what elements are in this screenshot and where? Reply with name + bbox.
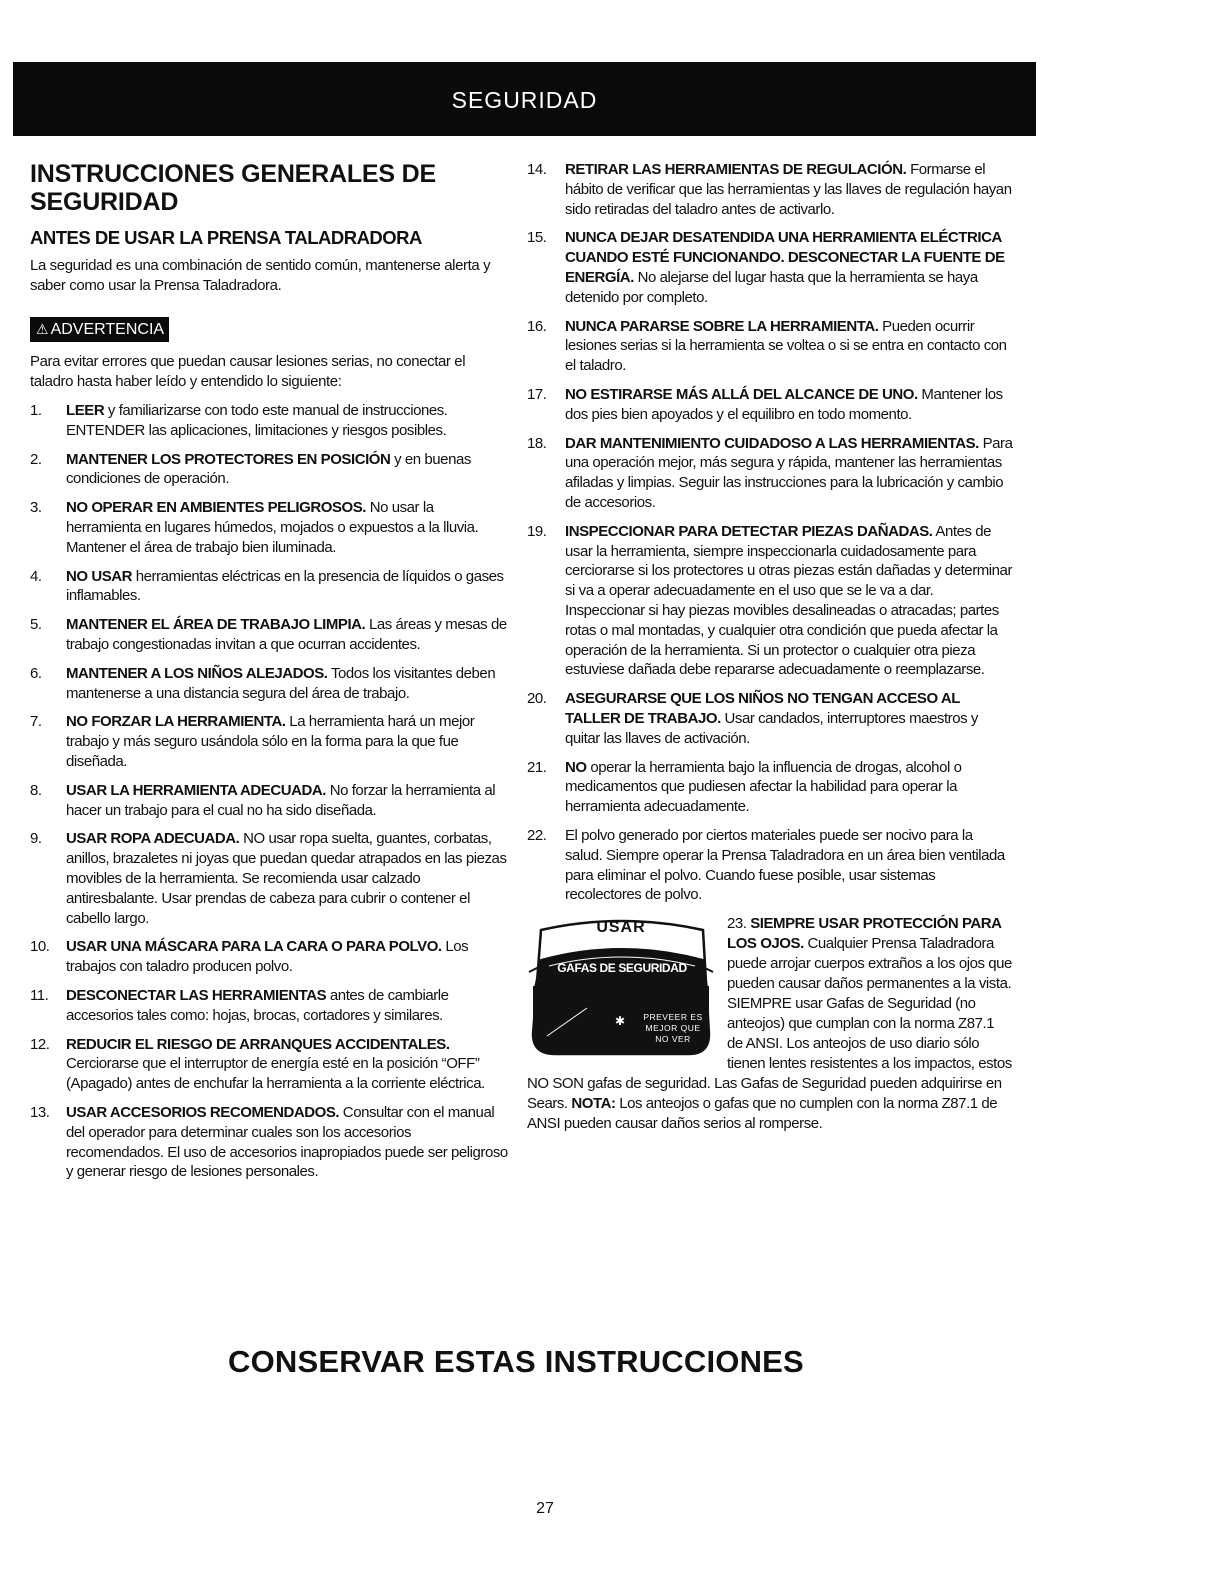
list-item bbox=[30, 937, 508, 977]
item-text: Cerciorarse que el interruptor de energía esté en la posición “OFF” (Apagado) antes de enchufar la herramienta a la corriente eléctrica. bbox=[66, 1055, 485, 1093]
item-number: 5. bbox=[30, 616, 42, 634]
item-text: Para una operación mejor, más segura y rápida, mantener las herramientas afiladas y limpias. Seguir las instrucciones para la lubricación y cambio de accesorios. bbox=[565, 434, 1013, 511]
main-title: INSTRUCCIONES GENERALES DE SEGURIDAD bbox=[30, 160, 436, 216]
item-text: La herramienta hará un mejor trabajo y más seguro usándola sólo en la forma para la que fue diseñada. bbox=[66, 713, 475, 770]
item-strong: NUNCA PARARSE SOBRE LA HERRAMIENTA. bbox=[565, 317, 879, 335]
goggles-section bbox=[527, 914, 1013, 1134]
safety-list-right bbox=[527, 160, 1013, 905]
item-strong: USAR UNA MÁSCARA PARA LA CARA O PARA POLVO. bbox=[66, 938, 442, 956]
item-text: Los trabajos con taladro producen polvo. bbox=[66, 938, 469, 976]
item-number: 3. bbox=[30, 499, 42, 517]
badge-usar-text: USAR bbox=[596, 919, 646, 937]
list-item bbox=[30, 498, 508, 557]
item-number: 10. bbox=[30, 938, 50, 956]
item-text: NO usar ropa suelta, guantes, corbatas, anillos, brazaletes ni joyas que puedan quedar atrapados en las piezas movibles de la herramienta. Se recomienda usar calzado antiresbalante. Usar prendas de cabeza para cubrir o contener el cabello largo. bbox=[66, 830, 507, 927]
item-number: 13. bbox=[30, 1103, 50, 1121]
right-column bbox=[527, 160, 1013, 1134]
section-header-bar bbox=[13, 62, 1036, 136]
item-text: Cualquier Prensa Taladradora puede arrojar cuerpos extraños a los ojos que pueden causar daños permanentes a la vista. SIEMPRE usar Gafas de Seguridad (no anteojos) que cumplan con la norma Z87.1 de ANSI. Los anteojos de uso diario sólo tienen lentes resistentes a los impactos, estos NO SON gafas de seguridad. Las Gafas de Seguridad pueden adquirirse en Sears. bbox=[527, 935, 1012, 1113]
item-strong: NO bbox=[565, 758, 587, 776]
page-number: 27 bbox=[536, 1500, 554, 1517]
item-number: 21. bbox=[527, 758, 547, 776]
item-strong: LEER bbox=[66, 402, 105, 419]
item-strong: SIEMPRE USAR PROTECCIÓN PARA LOS OJOS. bbox=[727, 915, 1001, 953]
left-column bbox=[30, 160, 508, 1191]
item-text: No usar la herramienta en lugares húmedos, mojados o expuestos a la lluvia. Mantener el área de trabajo bien iluminada. bbox=[66, 499, 479, 556]
item-number: 18. bbox=[527, 434, 547, 452]
list-item bbox=[30, 781, 508, 821]
warning-label bbox=[30, 317, 169, 342]
item-strong: USAR ACCESORIOS RECOMENDADOS. bbox=[66, 1103, 340, 1121]
badge-slogan-text: PREVEER ES MEJOR QUE NO VER bbox=[643, 1012, 703, 1045]
item-text: Todos los visitantes deben mantenerse a una distancia segura del área de trabajo. bbox=[66, 664, 496, 702]
item-strong: REDUCIR EL RIESGO DE ARRANQUES ACCIDENTALES. bbox=[66, 1035, 450, 1053]
item-number: 16. bbox=[527, 317, 547, 335]
item-number: 6. bbox=[30, 664, 42, 682]
item-number: 23. bbox=[727, 915, 747, 933]
list-item bbox=[30, 664, 508, 704]
badge-banner-text: GAFAS DE SEGURIDAD bbox=[557, 961, 687, 976]
list-item bbox=[527, 160, 1013, 219]
item-text: antes de cambiarle accesorios tales como: hojas, brocas, cortadores y similares. bbox=[66, 986, 449, 1024]
item-text: Pueden ocurrir lesiones serias si la herramienta se voltea o si se entra en contacto con el taladro. bbox=[565, 317, 1007, 375]
item-text: y en buenas condiciones de operación. bbox=[66, 450, 471, 488]
list-item bbox=[30, 450, 508, 490]
item-strong: MANTENER A LOS NIÑOS ALEJADOS. bbox=[66, 664, 328, 682]
item-text: Formarse el hábito de verificar que las herramientas y las llaves de regulación hayan sido retiradas del taladro antes de activarlo. bbox=[565, 161, 1012, 218]
note-label: NOTA: bbox=[571, 1095, 616, 1113]
item-strong: INSPECCIONAR PARA DETECTAR PIEZAS DAÑADAS. bbox=[565, 522, 933, 540]
warning-text: Para evitar errores que puedan causar lesiones serias, no conectar el taladro hasta haber leído y entendido lo siguiente: bbox=[30, 353, 466, 390]
item-text: Antes de usar la herramienta, siempre inspeccionarla cuidadosamente para cerciorarse si los protectores u otras piezas están dañadas y determinar si va a operar adecuadamente en el uso que se le va a dar. Inspeccionar si hay piezas movibles desalineadas o atracadas; partes rotas o mal montadas, y cualquier otra condición que pueda afectar la operación de la herramienta. Si un protector o cualquier otra pieza estuviese dañada debe repararse adecuadamente o reemplazarse. bbox=[565, 522, 1012, 679]
item-text: operar la herramienta bajo la influencia de drogas, alcohol o medicamentos que pudiesen afectar la habilidad para operar la herramienta adecuadamente. bbox=[565, 758, 962, 816]
list-item bbox=[527, 758, 1013, 817]
item-text: No forzar la herramienta al hacer un trabajo para el cual no ha sido diseñada. bbox=[66, 781, 496, 819]
item-number: 12. bbox=[30, 1035, 50, 1053]
item-number: 15. bbox=[527, 229, 547, 247]
list-item bbox=[30, 1035, 508, 1094]
item-strong: DESCONECTAR LAS HERRAMIENTAS bbox=[66, 986, 327, 1004]
item-number: 19. bbox=[527, 522, 547, 540]
list-item bbox=[30, 401, 508, 441]
safety-goggles-badge bbox=[527, 916, 715, 1056]
item-strong: USAR LA HERRAMIENTA ADECUADA. bbox=[66, 781, 326, 799]
list-item bbox=[30, 986, 508, 1026]
list-item bbox=[527, 228, 1013, 307]
item-strong: MANTENER EL ÁREA DE TRABAJO LIMPIA. bbox=[66, 616, 366, 634]
item-number: 8. bbox=[30, 781, 42, 799]
item-text: herramientas eléctricas en la presencia de líquidos o gases inflamables. bbox=[66, 567, 504, 605]
item-text: Las áreas y mesas de trabajo congestionadas invitan a que ocurran accidentes. bbox=[66, 616, 507, 653]
item-number: 1. bbox=[30, 402, 42, 419]
item-text: Usar candados, interruptores maestros y quitar las llaves de activación. bbox=[565, 709, 978, 747]
list-item bbox=[30, 1103, 508, 1182]
safety-list-left bbox=[30, 401, 508, 1182]
intro-paragraph: La seguridad es una combinación de sentido común, mantenerse alerta y saber como usar la Prensa Taladradora. bbox=[30, 257, 491, 294]
sub-title: ANTES DE USAR LA PRENSA TALADRADORA bbox=[30, 227, 422, 248]
item-text: y familiarizarse con todo este manual de instrucciones. ENTENDER las aplicaciones, limitaciones y riesgos posibles. bbox=[66, 402, 448, 439]
list-item bbox=[527, 317, 1013, 376]
warning-block bbox=[30, 317, 508, 342]
list-item bbox=[527, 826, 1013, 905]
list-item bbox=[30, 567, 508, 607]
item-strong: NO FORZAR LA HERRAMIENTA. bbox=[66, 713, 286, 731]
list-item bbox=[527, 385, 1013, 425]
item-text: Consultar con el manual del operador para determinar cuales son los accesorios recomendados. El uso de accesorios inapropiados puede ser peligroso y generar riesgo de lesiones personales. bbox=[66, 1103, 508, 1181]
item-strong: DAR MANTENIMIENTO CUIDADOSO A LAS HERRAMIENTAS. bbox=[565, 434, 979, 452]
list-item bbox=[527, 522, 1013, 680]
item-text: El polvo generado por ciertos materiales puede ser nocivo para la salud. Siempre operar la Prensa Taladradora en un área bien ventilada para eliminar el polvo. Cuando fuese posible, usar sistemas recolectores de polvo. bbox=[565, 826, 1005, 904]
item-number: 9. bbox=[30, 830, 42, 848]
item-strong: USAR ROPA ADECUADA. bbox=[66, 830, 240, 848]
item-text: No alejarse del lugar hasta que la herramienta se haya detenido por completo. bbox=[565, 268, 978, 306]
list-item bbox=[527, 689, 1013, 748]
conserve-instructions-title: CONSERVAR ESTAS INSTRUCCIONES bbox=[228, 1344, 804, 1379]
warning-triangle-icon: ⚠ bbox=[36, 321, 49, 337]
star-icon: ✱ bbox=[615, 1014, 626, 1029]
item-number: 7. bbox=[30, 713, 42, 731]
item-strong: NO OPERAR EN AMBIENTES PELIGROSOS. bbox=[66, 499, 367, 517]
item-number: 17. bbox=[527, 385, 547, 403]
section-header-title: SEGURIDAD bbox=[451, 87, 598, 113]
item-number: 11. bbox=[30, 986, 49, 1004]
item-text: Mantener los dos pies bien apoyados y el equilibro en todo momento. bbox=[565, 385, 1003, 423]
warning-label-text: ADVERTENCIA bbox=[50, 321, 165, 338]
list-item bbox=[30, 829, 508, 928]
item-number: 2. bbox=[30, 450, 42, 468]
item-strong: NUNCA DEJAR DESATENDIDA UNA HERRAMIENTA ELÉCTRICA CUANDO ESTÉ FUNCIONANDO. DESCONECTAR LA FUENTE DE ENERGÍA. bbox=[565, 229, 1005, 286]
list-item bbox=[30, 615, 508, 655]
item-number: 4. bbox=[30, 567, 42, 585]
item-number: 20. bbox=[527, 690, 547, 708]
item-strong: MANTENER LOS PROTECTORES EN POSICIÓN bbox=[66, 450, 391, 468]
list-item bbox=[527, 434, 1013, 513]
note-text: Los anteojos o gafas que no cumplen con la norma Z87.1 de ANSI pueden causar daños serios al romperse. bbox=[527, 1095, 998, 1133]
list-item bbox=[30, 712, 508, 771]
item-number: 14. bbox=[527, 161, 547, 178]
item-strong: ASEGURARSE QUE LOS NIÑOS NO TENGAN ACCESO AL TALLER DE TRABAJO. bbox=[565, 690, 960, 727]
item-strong: RETIRAR LAS HERRAMIENTAS DE REGULACIÓN. bbox=[565, 161, 907, 178]
item-strong: NO USAR bbox=[66, 567, 133, 585]
item-number: 22. bbox=[527, 826, 547, 844]
item-strong: NO ESTIRARSE MÁS ALLÁ DEL ALCANCE DE UNO. bbox=[565, 385, 918, 403]
